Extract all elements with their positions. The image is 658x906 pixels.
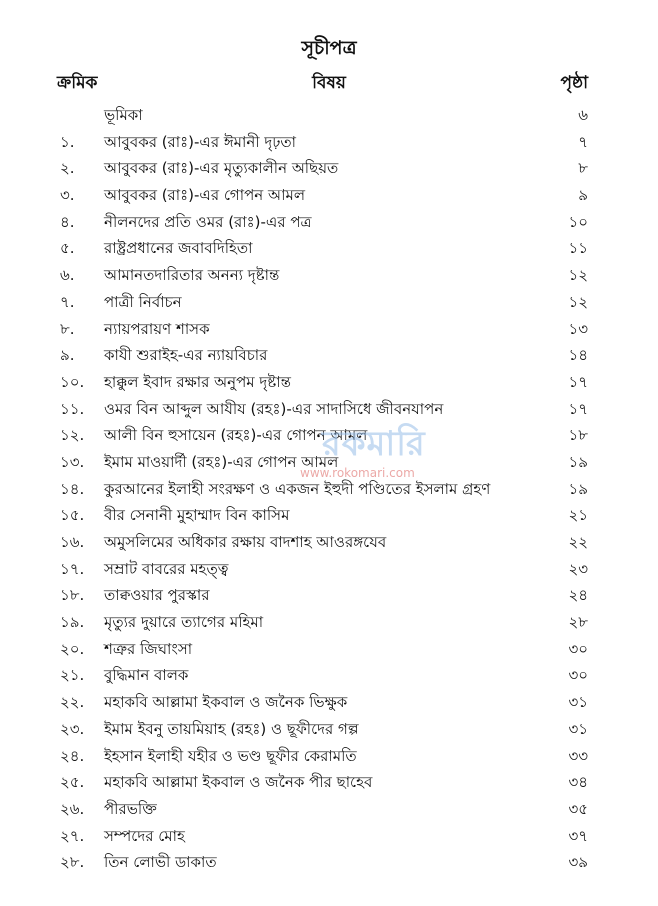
toc-entry-page: ২৩	[568, 559, 588, 578]
toc-entry-title: আবুবকর (রাঃ)-এর গোপন আমল	[104, 186, 306, 205]
toc-entry-number: ২৩.	[60, 719, 85, 738]
toc-entry-title: হাক্কুল ইবাদ রক্ষার অনুপম দৃষ্টান্ত	[104, 372, 291, 391]
toc-entry-number: ৭.	[60, 292, 75, 311]
toc-entry-page: ৩১	[568, 693, 588, 712]
toc-entry	[0, 502, 658, 529]
toc-entry-page: ১৩	[568, 319, 588, 338]
toc-entry-title: ইমাম মাওয়ার্দী (রহঃ)-এর গোপন আমল	[104, 452, 339, 471]
toc-entry-number: ১.	[60, 132, 75, 151]
toc-entry-number: ২২.	[60, 693, 85, 712]
toc-entry	[0, 155, 658, 182]
toc-entry	[0, 262, 658, 289]
toc-entry-title: মহাকবি আল্লামা ইকবাল ও জনৈক ভিক্ষুক	[104, 693, 348, 712]
toc-entry-page: ১০	[568, 212, 588, 231]
toc-entry-title: আবুবকর (রাঃ)-এর মৃত্যুকালীন অছিয়ত	[104, 159, 339, 178]
toc-entry-title: কুরআনের ইলাহী সংরক্ষণ ও একজন ইহুদী পণ্ডিতের ইসলাম গ্রহণ	[104, 479, 491, 498]
table-header	[0, 70, 658, 94]
toc-entry-title: রাষ্ট্রপ্রধানের জবাবদিহিতা	[104, 239, 253, 258]
toc-entry	[0, 849, 658, 876]
toc-entry	[0, 476, 658, 503]
toc-entry	[0, 129, 658, 156]
toc-entry-title: ভূমিকা	[104, 106, 143, 124]
toc-entry	[0, 369, 658, 396]
toc-entry	[0, 529, 658, 556]
toc-entry	[0, 556, 658, 583]
toc-entry-number: ১৩.	[60, 452, 85, 471]
page-header: পৃষ্ঠা	[560, 73, 588, 93]
toc-entry-page: ২২	[568, 533, 588, 551]
toc-entry-page: ১১	[568, 239, 588, 258]
toc-entry-number: ৪.	[60, 212, 75, 231]
toc-entry-number: ৯.	[60, 346, 75, 365]
toc-entry	[0, 182, 658, 209]
toc-entry-page: ৩১	[568, 719, 588, 738]
toc-entry-page: ৩৫	[568, 799, 588, 818]
toc-entry-number: ৮.	[60, 319, 75, 338]
toc-entry-page: ২৪	[568, 586, 588, 605]
page-title: সূচীপত্র	[301, 37, 357, 59]
toc-entry-page: ৮	[578, 159, 588, 178]
toc-entry-number: ২০.	[60, 639, 85, 658]
toc-entry	[0, 823, 658, 850]
toc-entry	[0, 422, 658, 449]
toc-entry	[0, 689, 658, 716]
serial-header: ক্রমিক	[57, 73, 98, 93]
toc-entry-title: শত্রুর জিঘাংসা	[104, 639, 193, 658]
toc-entry-page: ১৪	[568, 346, 588, 365]
toc-entry	[0, 209, 658, 236]
toc-entry-number: ১৮.	[60, 586, 85, 605]
toc-entry	[0, 716, 658, 743]
toc-entry-page: ৭	[578, 132, 588, 151]
toc-entry-title: তাক্বওয়ার পুরস্কার	[104, 586, 210, 605]
toc-entry-number: ৬.	[60, 266, 75, 285]
watermark-text: রকমারি	[322, 424, 426, 464]
toc-entry-page: ১৯	[568, 452, 588, 471]
toc-entry-page: ৩৭	[568, 826, 588, 845]
toc-entry-number: ২৬.	[60, 799, 85, 818]
toc-entry-number: ২৭.	[60, 826, 85, 845]
toc-entry-number: ১৫.	[60, 506, 85, 525]
toc-entry-page: ২১	[568, 506, 588, 525]
toc-entry-title: পীরভক্তি	[104, 799, 157, 818]
toc-entry-number: ২৪.	[60, 746, 85, 765]
toc-entry-title: ওমর বিন আব্দুল আযীয (রহঃ)-এর সাদাসিধে জীবনযাপন	[104, 399, 444, 418]
toc-entry-page: ৬	[578, 106, 588, 124]
toc-entry	[0, 796, 658, 823]
toc-entry-number: ২৫.	[60, 773, 85, 792]
subject-header: বিষয়	[312, 73, 346, 93]
toc-entry-title: বীর সেনানী মুহাম্মাদ বিন কাসিম	[104, 506, 290, 525]
toc-entry-number: ২৮.	[60, 853, 85, 872]
toc-entry-title: ন্যায়পরায়ণ শাসক	[104, 319, 210, 338]
toc-entry-number: ১৬.	[60, 533, 85, 551]
toc-entry-title: পাত্রী নির্বাচন	[104, 292, 182, 311]
toc-entry-page: ৩৪	[568, 773, 588, 792]
toc-entry-title: আলী বিন হুসায়েন (রহঃ)-এর গোপন আমল	[104, 426, 368, 445]
toc-entry-title: মৃত্যুর দুয়ারে ত্যাগের মহিমা	[104, 613, 264, 632]
toc-entry-page: ১৭	[568, 372, 588, 391]
toc-list	[0, 102, 658, 876]
toc-entry-title: ইহসান ইলাহী যহীর ও ভণ্ড ছূফীর কেরামতি	[104, 746, 357, 765]
toc-entry-title: সম্পদের মোহ	[104, 826, 185, 845]
toc-entry-page: ৯	[578, 186, 588, 205]
watermark-url: www.rokomari.com	[300, 466, 415, 480]
toc-entry-page: ১২	[568, 266, 588, 285]
toc-entry-page: ৩৯	[568, 853, 588, 872]
toc-entry-number: ২.	[60, 159, 75, 178]
toc-entry	[0, 449, 658, 476]
toc-entry-page: ৩০	[568, 666, 588, 685]
toc-entry-title: তিন লোভী ডাকাত	[104, 853, 217, 872]
toc-entry-page: ৩৩	[568, 746, 588, 765]
toc-entry-number: ২১.	[60, 666, 85, 685]
toc-entry-number: ৩.	[60, 186, 75, 205]
toc-entry-title: সম্রাট বাবরের মহত্ত্ব	[104, 559, 229, 578]
toc-entry-number: ১৪.	[60, 479, 85, 498]
toc-entry-title: আমানতদারিতার অনন্য দৃষ্টান্ত	[104, 266, 280, 285]
toc-entry	[0, 582, 658, 609]
toc-entry	[0, 289, 658, 316]
toc-entry-title: নীলনদের প্রতি ওমর (রাঃ)-এর পত্র	[104, 212, 312, 231]
toc-entry-number: ৫.	[60, 239, 75, 258]
toc-entry	[0, 316, 658, 343]
toc-entry-page: ১৭	[568, 399, 588, 418]
toc-entry	[0, 102, 658, 129]
toc-entry	[0, 636, 658, 663]
toc-entry	[0, 662, 658, 689]
toc-entry-page: ১৮	[568, 426, 588, 445]
toc-entry-number: ১৭.	[60, 559, 85, 578]
toc-entry-page: ১২	[568, 292, 588, 311]
toc-entry-number: ১১.	[60, 399, 85, 418]
toc-entry-title: আবুবকর (রাঃ)-এর ঈমানী দৃঢ়তা	[104, 132, 296, 151]
toc-entry-page: ২৮	[568, 613, 588, 632]
toc-entry	[0, 235, 658, 262]
toc-entry-number: ১৯.	[60, 613, 85, 632]
toc-entry	[0, 609, 658, 636]
toc-entry	[0, 342, 658, 369]
toc-entry	[0, 743, 658, 770]
toc-entry-title: কাযী শুরাইহ-এর ন্যায়বিচার	[104, 346, 268, 365]
toc-entry-title: বুদ্ধিমান বালক	[104, 666, 189, 685]
toc-entry	[0, 769, 658, 796]
toc-entry-number: ১২.	[60, 426, 85, 445]
toc-entry	[0, 396, 658, 423]
toc-entry-title: অমুসলিমের অধিকার রক্ষায় বাদশাহ আওরঙ্গযেব	[104, 533, 387, 551]
toc-entry-title: ইমাম ইবনু তায়মিয়াহ (রহঃ) ও ছূফীদের গল্প	[104, 719, 359, 738]
toc-entry-page: ১৯	[568, 479, 588, 498]
toc-entry-page: ৩০	[568, 639, 588, 658]
toc-entry-number: ১০.	[60, 372, 85, 391]
toc-entry-title: মহাকবি আল্লামা ইকবাল ও জনৈক পীর ছাহেব	[104, 773, 373, 792]
